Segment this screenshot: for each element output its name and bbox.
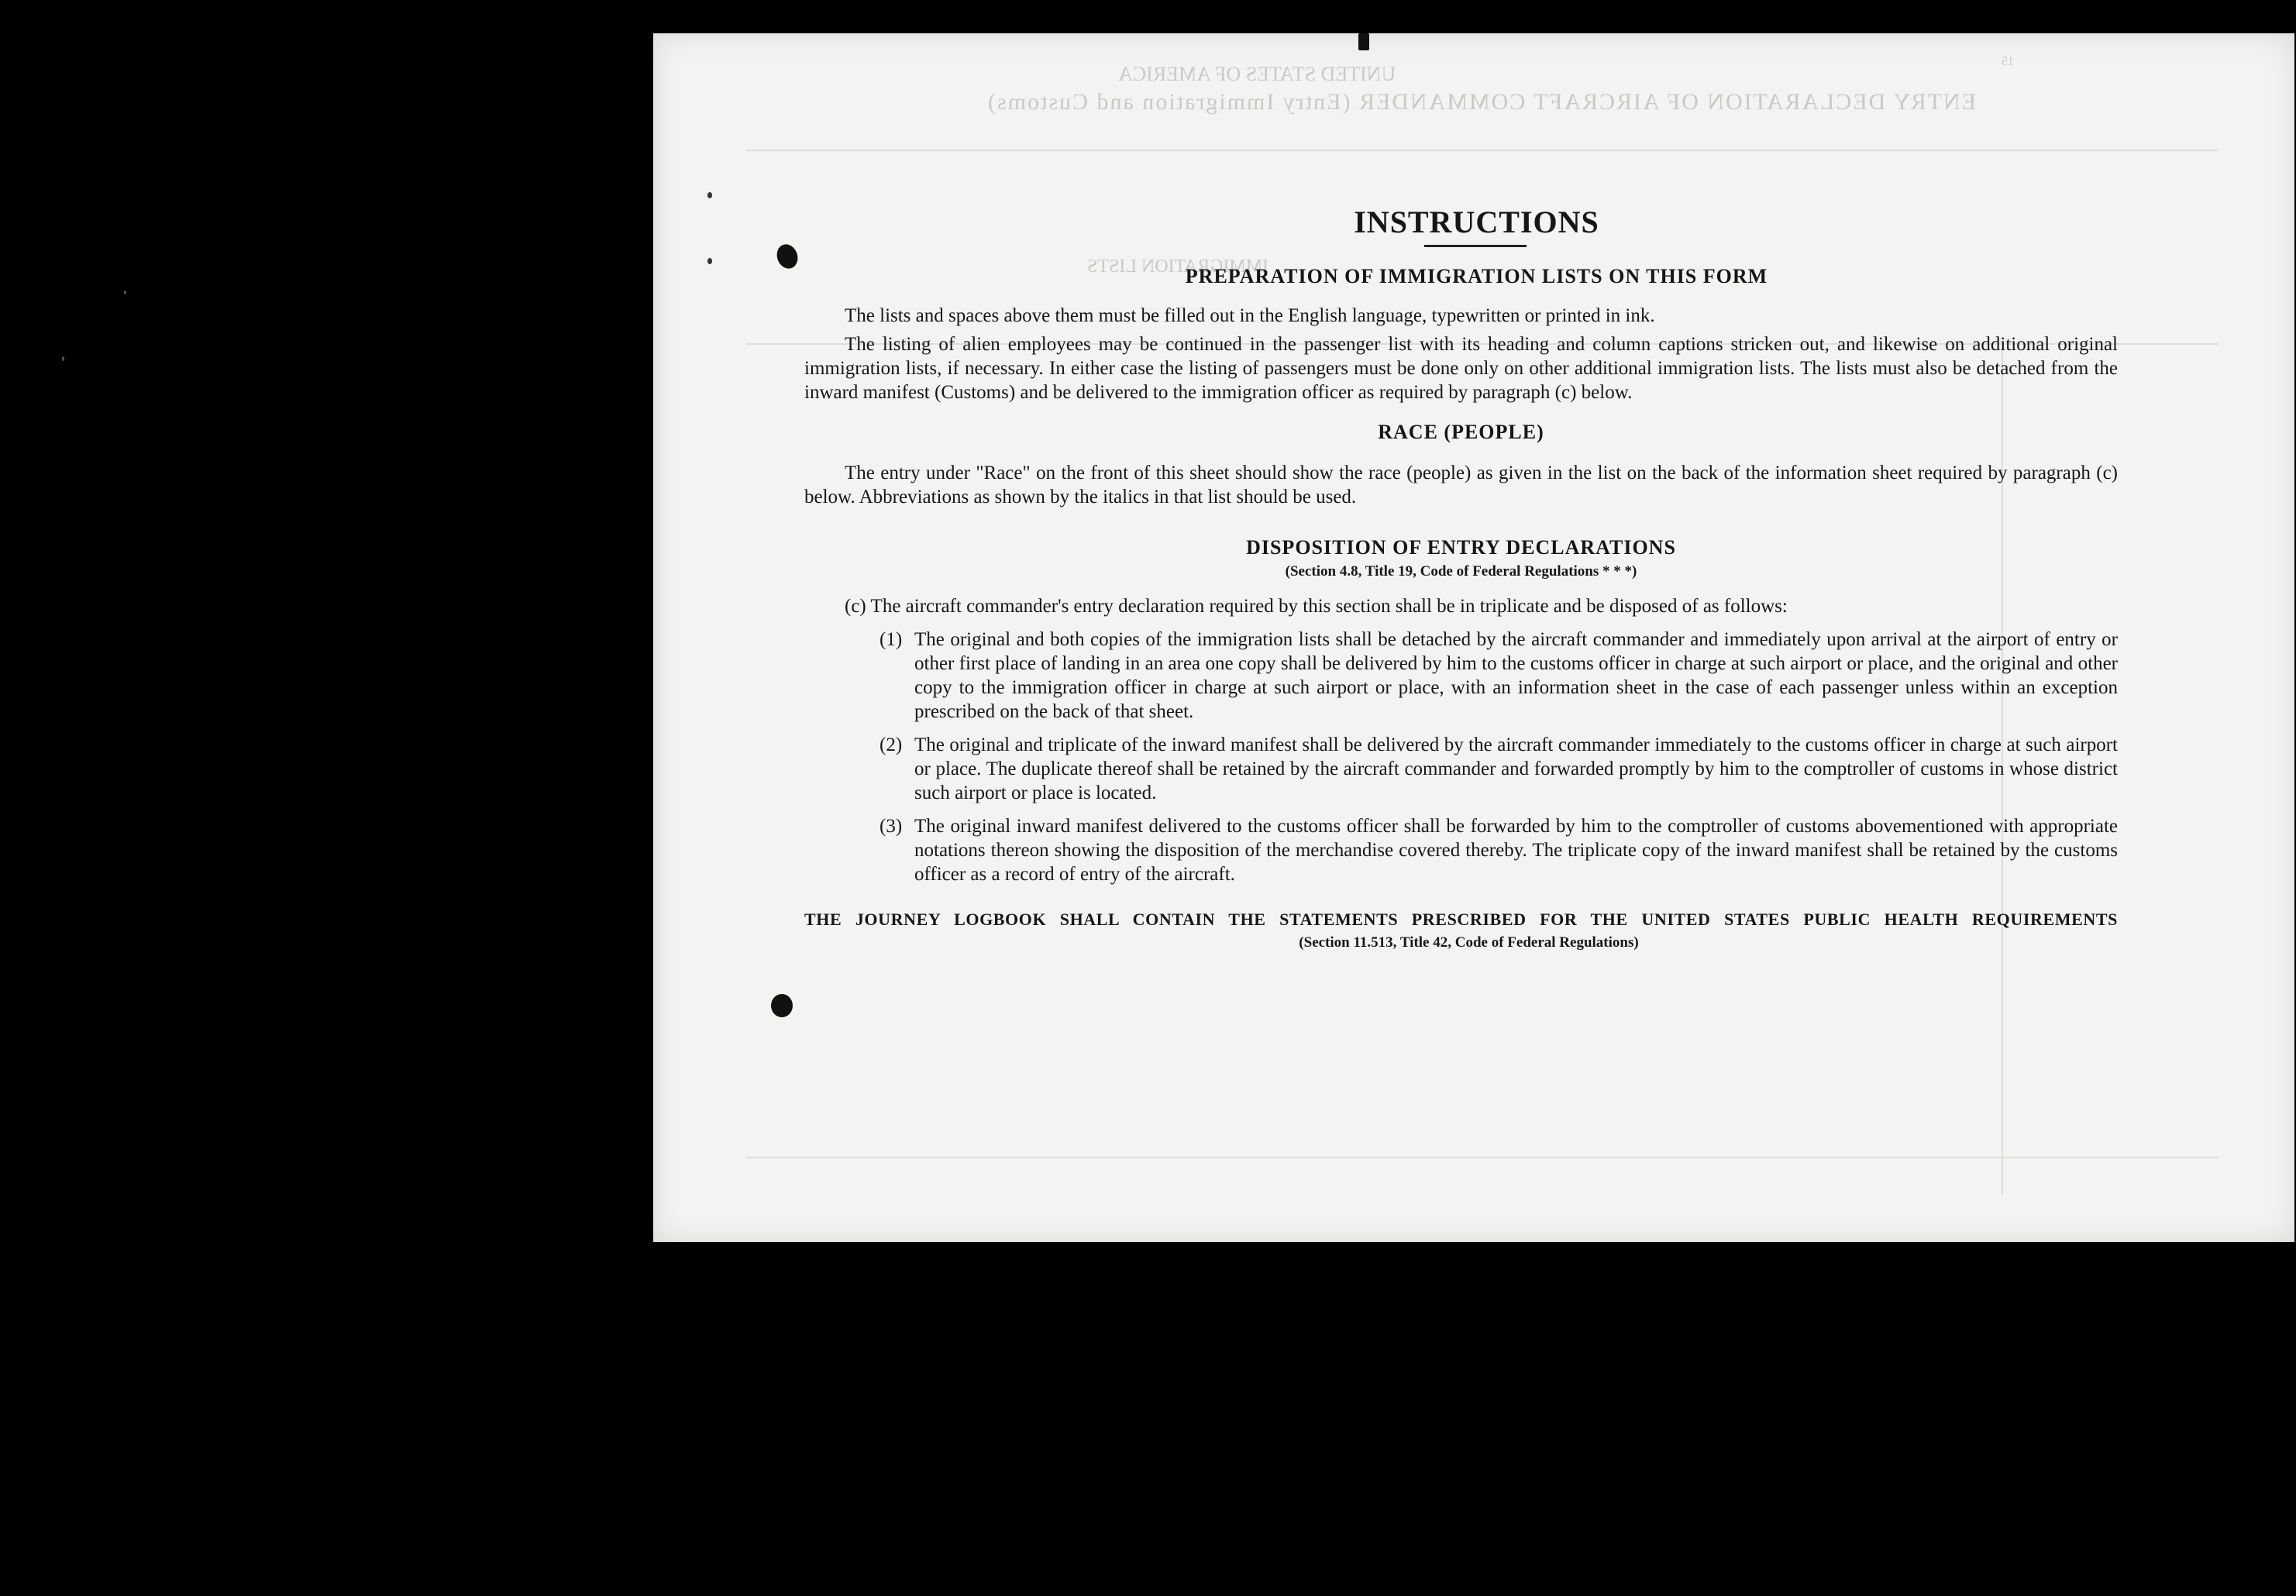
bleed-through-rule <box>746 1157 2219 1158</box>
title-underline <box>1424 245 1527 247</box>
footer-heading: THE JOURNEY LOGBOOK SHALL CONTAIN THE STATEMENTS PRESCRIBED FOR THE UNITED STATES PUBLIC HEALTH REQUIREMENTS <box>804 910 2118 929</box>
footer-citation: (Section 11.513, Title 42, Code of Federal Regulations) <box>1299 934 1639 951</box>
ink-blot <box>771 994 793 1017</box>
ink-blot <box>773 242 800 272</box>
bleed-through-number: 15 <box>2002 55 2014 68</box>
paragraph: The listing of alien employees may be continued in the passenger list with its heading and column captions stricken out, and likewise on additional original immigration lists, if necessary. In either case the listing of passengers must be done only on other additional immigration lists. The lists must also be detached from the inward manifest (Customs) and be delivered to the immigration officer as required by paragraph (c) below. <box>804 334 2118 403</box>
section-heading-disposition: DISPOSITION OF ENTRY DECLARATIONS <box>1246 536 1676 559</box>
paragraph-lead: (c) The aircraft commander's entry declaration required by this section shall be in triplicate and be disposed of as follows: <box>845 596 1788 617</box>
section-heading-preparation: PREPARATION OF IMMIGRATION LISTS ON THIS FORM <box>1185 265 1768 287</box>
ink-blot <box>1358 33 1369 50</box>
section-heading-race: RACE (PEOPLE) <box>1378 421 1544 443</box>
paragraph: The lists and spaces above them must be filled out in the English language, typewritten or printed in ink. <box>845 305 1655 326</box>
document-page <box>653 33 2294 1242</box>
scan-speck <box>124 291 126 294</box>
bleed-through-line: IMMIGRATION LISTS <box>1087 256 1268 277</box>
list-item-text: The original and both copies of the immigration lists shall be detached by the aircraft commander and immediately upon arrival at the airport of entry or other first place of landing in an area one copy shall be delivered by him to the customs officer in charge at such airport or place, and the original and other copy to the immigration officer in charge at such airport or place, with an information sheet in the case of each passenger unless within an exception prescribed on the back of that sheet. <box>914 629 2118 722</box>
list-item <box>804 628 2118 724</box>
list-item <box>804 814 2118 886</box>
bleed-through-line: ENTRY DECLARATION OF AIRCRAFT COMMANDER (Entry Immigration and Customs) <box>986 89 1977 115</box>
list-item-number: (3) <box>880 816 903 837</box>
instructions-body <box>804 205 2118 955</box>
list-item-text: The original inward manifest delivered to the customs officer shall be forwarded by him to the comptroller of customs abovementioned with appropriate notations thereon showing the disposition of the merchandise covered thereby. The triplicate copy of the inward manifest shall be retained by the customs officer as a record of entry of the aircraft. <box>914 816 2118 885</box>
list-item <box>804 733 2118 805</box>
paragraph: The entry under "Race" on the front of this sheet should show the race (people) as given in the list on the back of the information sheet required by paragraph (c) below. Abbreviations as shown by the italics in that list should be used. <box>804 463 2118 507</box>
section-citation: (Section 4.8, Title 19, Code of Federal Regulations * * *) <box>1285 563 1637 580</box>
page-title: INSTRUCTIONS <box>1354 205 1599 239</box>
bleed-through-rule <box>746 150 2219 151</box>
ink-speck <box>707 192 712 198</box>
list-item-text: The original and triplicate of the inward manifest shall be delivered by the aircraft commander immediately to the customs officer in charge at such airport or place. The duplicate thereof shall be retained by the aircraft commander and forwarded promptly by him to the comptroller of customs in whose district such airport or place is located. <box>914 734 2118 803</box>
list-item-number: (2) <box>880 734 903 755</box>
bleed-through-line: UNITED STATES OF AMERICA <box>1118 63 1396 85</box>
ink-speck <box>707 258 712 264</box>
scan-speck <box>62 356 64 361</box>
list-item-number: (1) <box>880 629 903 650</box>
